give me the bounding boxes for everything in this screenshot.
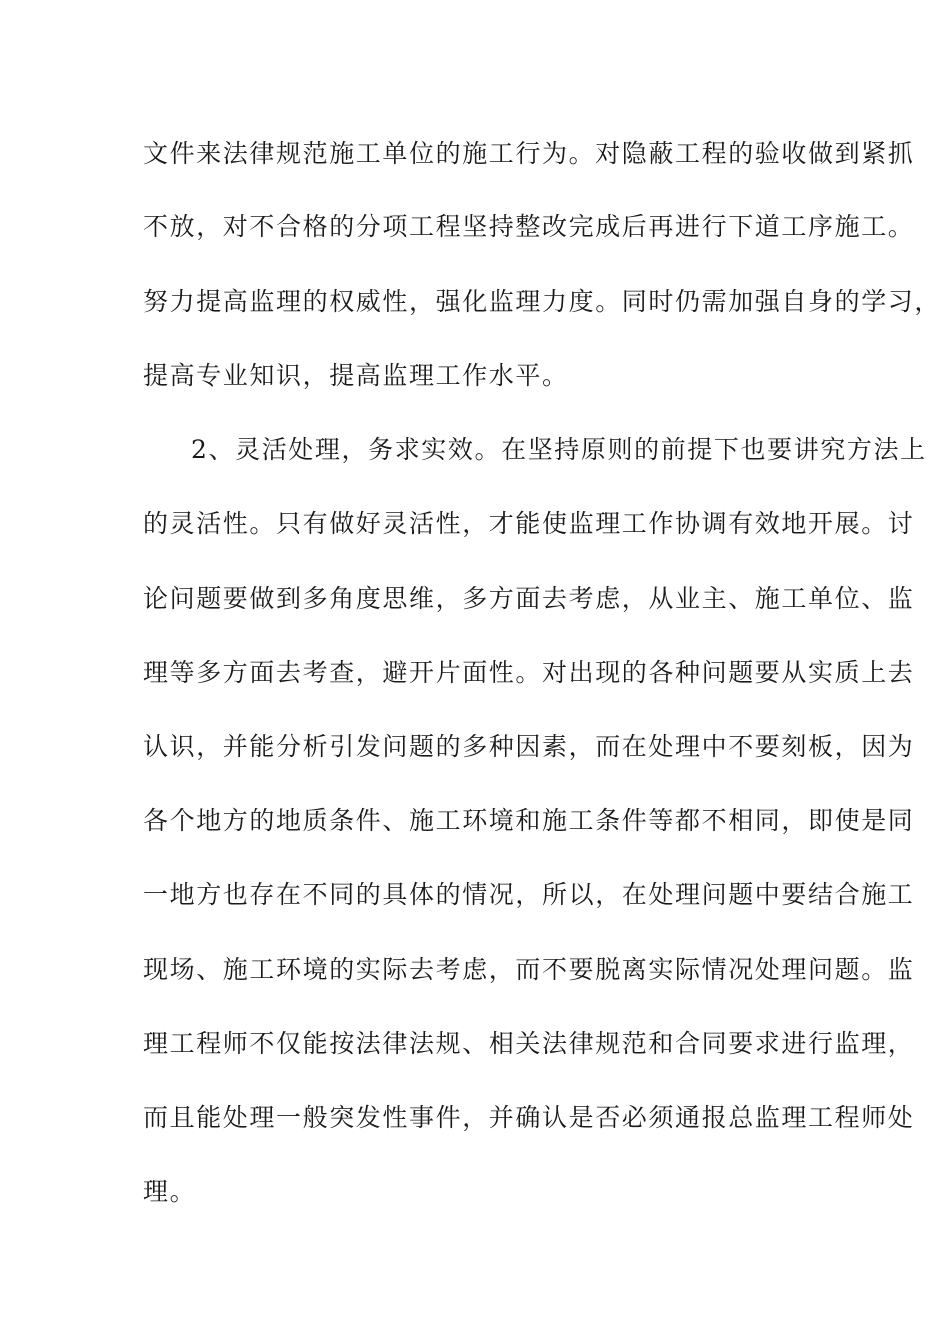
text-line: 一地方也存在不同的具体的情况，所以，在处理问题中要结合施工 <box>143 880 915 909</box>
text-line: 各个地方的地质条件、施工环境和施工条件等都不相同，即使是同 <box>143 806 915 835</box>
text-line: 认识，并能分析引发问题的多种因素，而在处理中不要刻板，因为 <box>143 732 915 761</box>
text-line: 不放，对不合格的分项工程坚持整改完成后再进行下道工序施工。 <box>143 212 915 241</box>
text-line: 理工程师不仅能按法律法规、相关法律规范和合同要求进行监理， <box>143 1029 915 1058</box>
text-line: 努力提高监理的权威性，强化监理力度。同时仍需加强自身的学习， <box>143 287 942 316</box>
text-line: 理等多方面去考查，避开片面性。对出现的各种问题要从实质上去 <box>143 658 915 687</box>
text-line: 现场、施工环境的实际去考虑，而不要脱离实际情况处理问题。监 <box>143 955 915 984</box>
text-line: 理。 <box>143 1177 197 1206</box>
paragraph-start-line: 2、灵活处理，务求实效。在坚持原则的前提下也要讲究方法上 <box>191 435 927 464</box>
text-line: 论问题要做到多角度思维，多方面去考虑，从业主、施工单位、监 <box>143 584 915 613</box>
text-line: 提高专业知识，提高监理工作水平。 <box>143 361 569 390</box>
text-line: 而且能处理一般突发性事件，并确认是否必须通报总监理工程师处 <box>143 1103 915 1132</box>
text-line: 的灵活性。只有做好灵活性，才能使监理工作协调有效地开展。讨 <box>143 509 915 538</box>
text-line: 文件来法律规范施工单位的施工行为。对隐蔽工程的验收做到紧抓 <box>143 139 915 168</box>
